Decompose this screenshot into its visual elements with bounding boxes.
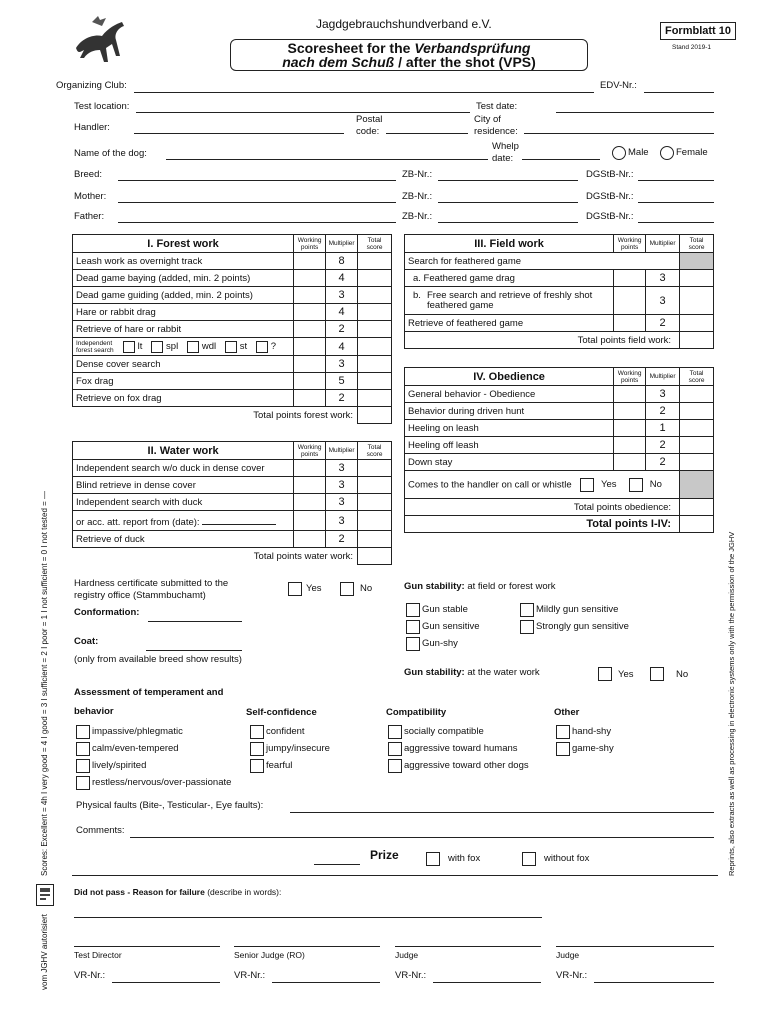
forest-points-cell[interactable]: [294, 321, 326, 338]
hardness-label: Hardness certificate submitted to the registry office (Stammbuchamt): [74, 578, 229, 601]
judge2-label: Judge: [556, 950, 580, 960]
forest-row-label: Leash work as overnight track: [73, 253, 294, 270]
scores-legend: Scores: Excellent = 4h I very good = 4 I good = 3 I sufficient = 2 I poor = 1 I not sufficient = 0 I not tested = —: [40, 490, 49, 876]
forest-score-cell[interactable]: [358, 338, 392, 356]
forest-points-cell[interactable]: [294, 390, 326, 407]
handler-field[interactable]: [134, 133, 344, 134]
strongly-sensitive-label: Strongly gun sensitive: [536, 621, 629, 632]
physical-faults-field[interactable]: [290, 812, 714, 813]
field-total-label: Total points field work:: [405, 332, 680, 349]
forest-row-label: Dead game baying (added, min. 2 points): [73, 270, 294, 287]
field-points-cell[interactable]: [614, 287, 646, 315]
judge1-label: Judge: [395, 950, 419, 960]
forest-row-label: Retrieve on fox drag: [73, 390, 294, 407]
aggressive-dogs-checkbox[interactable]: [388, 759, 402, 773]
independent-forest-search-row: [73, 338, 294, 356]
obedience-row-label: Behavior during driven hunt: [405, 403, 614, 420]
water-score-cell[interactable]: [358, 511, 392, 531]
authorized-label: vom JGHV autorisiert: [40, 913, 49, 990]
other-heading: Other: [554, 707, 580, 718]
water-report-row: [73, 511, 294, 531]
logo-dog-icon: [72, 14, 128, 66]
obedience-mult: 1: [646, 420, 680, 437]
obedience-total-header: Total score: [680, 368, 714, 386]
unknown-checkbox[interactable]: [256, 341, 268, 353]
mother-field[interactable]: [118, 202, 396, 203]
jghv-stamp-icon: [36, 884, 54, 906]
conformation-field[interactable]: [148, 621, 242, 622]
breed-field[interactable]: [118, 180, 396, 181]
self-confidence-heading: Self-confidence: [246, 707, 317, 718]
obedience-mult-header: Multiplier: [646, 368, 680, 386]
water-score-cell[interactable]: [358, 460, 392, 477]
report-date-field[interactable]: [202, 514, 276, 525]
coat-label: Coat:: [74, 636, 99, 647]
field-mult: 3: [646, 270, 680, 287]
mildly-sensitive-label: Mildly gun sensitive: [536, 604, 619, 615]
female-label: Female: [676, 147, 708, 158]
field-points-cell[interactable]: [614, 315, 646, 332]
field-score-cell[interactable]: [680, 287, 714, 315]
judge1-signature[interactable]: [395, 946, 541, 947]
field-points-cell[interactable]: [614, 270, 646, 287]
comes-label: Comes to the handler on call or whistle: [408, 479, 572, 491]
water-title: II. Water work: [73, 442, 294, 460]
forest-wp-header: Working points: [294, 235, 326, 253]
edv-label: EDV-Nr.:: [600, 80, 637, 91]
obedience-score-cell[interactable]: [680, 454, 714, 471]
test-director-label: Test Director: [74, 950, 122, 960]
obedience-title: IV. Obedience: [405, 368, 614, 386]
forest-mult: 3: [326, 287, 358, 304]
hardness-yes-checkbox[interactable]: [288, 582, 302, 596]
senior-judge-signature[interactable]: [234, 946, 380, 947]
forest-total-header: Total score: [358, 235, 392, 253]
hardness-no-checkbox[interactable]: [340, 582, 354, 596]
field-score-cell[interactable]: [680, 270, 714, 287]
reason-field[interactable]: [74, 917, 542, 918]
obedience-row-label: Heeling on leash: [405, 420, 614, 437]
test-director-vr-label: VR-Nr.:: [74, 970, 106, 981]
obedience-row-label: Down stay: [405, 454, 614, 471]
water-points-cell[interactable]: [294, 531, 326, 548]
game-shy-checkbox[interactable]: [556, 742, 570, 756]
aggressive-humans-label: aggressive toward humans: [404, 743, 518, 754]
unknown-label: ?: [270, 341, 277, 353]
comes-grey-cell: [680, 471, 714, 499]
obedience-score-cell[interactable]: [680, 420, 714, 437]
forest-score-cell[interactable]: [358, 253, 392, 270]
judge1-vr-label: VR-Nr.:: [395, 970, 427, 981]
breed-zb-label: ZB-Nr.:: [402, 169, 433, 180]
field-row-label: Search for feathered game: [405, 253, 680, 270]
breed-show-note: (only from available breed show results): [74, 654, 242, 665]
coat-field[interactable]: [146, 650, 242, 651]
grand-total-label: Total points I-IV:: [405, 516, 680, 533]
edv-field[interactable]: [644, 92, 714, 93]
title-2-italic: nach dem Schuß: [282, 54, 395, 70]
physical-faults-label: Physical faults (Bite-, Testicular-, Eye faults):: [76, 800, 264, 811]
organizing-club-label: Organizing Club:: [56, 80, 127, 91]
water-total-label: Total points water work:: [253, 550, 354, 562]
water-score-cell[interactable]: [358, 477, 392, 494]
field-row-label: a. Feathered game drag: [405, 270, 614, 287]
obedience-wp-header: Working points: [614, 368, 646, 386]
form-version: Stand 2019-1: [672, 44, 712, 51]
lively-label: lively/spirited: [92, 760, 147, 771]
whelp-date-field[interactable]: [522, 159, 600, 160]
field-title: III. Field work: [405, 235, 614, 253]
male-radio[interactable]: [612, 146, 626, 160]
obedience-row-label: General behavior - Obedience: [405, 386, 614, 403]
mildly-sensitive-checkbox[interactable]: [520, 603, 534, 617]
test-date-field[interactable]: [556, 112, 714, 113]
title-box: [230, 39, 588, 71]
gun-sensitive-checkbox[interactable]: [406, 620, 420, 634]
judge2-signature[interactable]: [556, 946, 714, 947]
comments-field[interactable]: [130, 837, 714, 838]
title-1: Scoresheet for the: [287, 40, 415, 56]
gun-shy-label: Gun-shy: [422, 638, 458, 649]
gun-stable-checkbox[interactable]: [406, 603, 420, 617]
obedience-mult: 2: [646, 437, 680, 454]
dog-name-label: Name of the dog:: [74, 148, 147, 159]
forest-score-cell[interactable]: [358, 270, 392, 287]
forest-points-cell[interactable]: [294, 287, 326, 304]
mother-dgstb-field[interactable]: [638, 202, 714, 203]
water-mult: 3: [326, 477, 358, 494]
water-mult: 3: [326, 494, 358, 511]
dog-name-field[interactable]: [166, 159, 488, 160]
water-score-cell[interactable]: [358, 531, 392, 548]
comes-no-label: No: [649, 479, 662, 491]
judge2-vr-label: VR-Nr.:: [556, 970, 588, 981]
calm-checkbox[interactable]: [76, 742, 90, 756]
water-row-label: Independent search w/o duck in dense cover: [73, 460, 294, 477]
father-zb-field[interactable]: [438, 222, 578, 223]
test-location-label: Test location:: [74, 101, 130, 112]
comes-to-handler-row: [405, 471, 680, 499]
obedience-points-cell[interactable]: [614, 454, 646, 471]
restless-checkbox[interactable]: [76, 776, 90, 790]
water-gun-no-label: No: [676, 669, 689, 680]
obedience-table: [404, 367, 714, 533]
test-director-vr-field[interactable]: [112, 982, 220, 983]
forest-score-cell[interactable]: [358, 356, 392, 373]
comes-no-checkbox[interactable]: [629, 478, 643, 492]
forest-mult: 4: [326, 270, 358, 287]
st-checkbox[interactable]: [225, 341, 237, 353]
forest-mult: 3: [326, 356, 358, 373]
with-fox-label: with fox: [448, 853, 481, 864]
water-total-header: Total score: [358, 442, 392, 460]
spl-checkbox[interactable]: [151, 341, 163, 353]
water-row-label: Independent search with duck: [73, 494, 294, 511]
spl-label: spl: [166, 341, 179, 353]
forest-row-label: Fox drag: [73, 373, 294, 390]
mother-zb-label: ZB-Nr.:: [402, 191, 433, 202]
temperament-heading: Assessment of temperament and: [74, 687, 224, 698]
male-label: Male: [628, 147, 649, 158]
title-2: / after the shot (VPS): [394, 54, 536, 70]
st-label: st: [239, 341, 248, 353]
father-dgstb-field[interactable]: [638, 222, 714, 223]
wdl-checkbox[interactable]: [187, 341, 199, 353]
forest-total-cell[interactable]: [358, 407, 392, 424]
forest-mult: 2: [326, 390, 358, 407]
water-points-cell[interactable]: [294, 494, 326, 511]
breed-dgstb-label: DGStB-Nr.:: [586, 169, 634, 180]
field-grey-cell: [680, 253, 714, 270]
conformation-label: Conformation:: [74, 607, 140, 618]
with-fox-checkbox[interactable]: [426, 852, 440, 866]
did-not-pass-line: Did not pass - Reason for failure (describe in words):: [74, 887, 282, 897]
mother-zb-field[interactable]: [438, 202, 578, 203]
organizing-club-field[interactable]: [134, 92, 594, 93]
forest-mult-header: Multiplier: [326, 235, 358, 253]
gun-shy-checkbox[interactable]: [406, 637, 420, 651]
water-gun-yes-label: Yes: [618, 669, 634, 680]
water-points-cell[interactable]: [294, 511, 326, 531]
field-mult: 3: [646, 287, 680, 315]
socially-compatible-checkbox[interactable]: [388, 725, 402, 739]
father-label: Father:: [74, 211, 105, 222]
breed-zb-field[interactable]: [438, 180, 578, 181]
judge2-vr-field[interactable]: [594, 982, 714, 983]
forest-mult: 5: [326, 373, 358, 390]
breed-label: Breed:: [74, 169, 102, 180]
section-divider: [72, 875, 718, 876]
field-work-table: [404, 234, 714, 349]
obedience-total-cell[interactable]: [680, 499, 714, 516]
field-score-cell[interactable]: [680, 315, 714, 332]
postal-code-field[interactable]: [386, 133, 468, 134]
title-1-italic: Verbandsprüfung: [414, 40, 531, 56]
reprint-notice: Reprints, also extracts as well as processing in electronic systems only with the permission of the JGHV: [727, 531, 736, 876]
field-wp-header: Working points: [614, 235, 646, 253]
forest-mult: 2: [326, 321, 358, 338]
water-row-label: or acc. att. report from (date):: [76, 516, 200, 528]
water-work-table: [72, 441, 392, 565]
forest-row-label: Dead game guiding (added, min. 2 points): [73, 287, 294, 304]
forest-score-cell[interactable]: [358, 373, 392, 390]
forest-score-cell[interactable]: [358, 390, 392, 407]
forest-row-label: Dense cover search: [73, 356, 294, 373]
association-name: Jagdgebrauchshundverband e.V.: [316, 17, 492, 31]
water-gun-yes-checkbox[interactable]: [598, 667, 612, 681]
forest-mult: 4: [326, 304, 358, 321]
water-mult-header: Multiplier: [326, 442, 358, 460]
father-field[interactable]: [118, 222, 396, 223]
impassive-checkbox[interactable]: [76, 725, 90, 739]
comments-label: Comments:: [76, 825, 125, 836]
field-row-label: Retrieve of feathered game: [405, 315, 614, 332]
hand-shy-label: hand-shy: [572, 726, 612, 737]
gun-sensitive-label: Gun sensitive: [422, 621, 480, 632]
obedience-score-cell[interactable]: [680, 386, 714, 403]
postal-code-label: Postal code:: [356, 114, 383, 137]
obedience-mult: 2: [646, 403, 680, 420]
water-row-label: Blind retrieve in dense cover: [73, 477, 294, 494]
aggressive-dogs-label: aggressive toward other dogs: [404, 760, 529, 771]
prize-field[interactable]: [314, 864, 360, 865]
prize-label: Prize: [370, 848, 399, 862]
water-row-label: Retrieve of duck: [73, 531, 294, 548]
water-mult: 2: [326, 531, 358, 548]
forest-row-label: Retrieve of hare or rabbit: [73, 321, 294, 338]
aggressive-humans-checkbox[interactable]: [388, 742, 402, 756]
grand-total-cell[interactable]: [680, 516, 714, 533]
compatibility-heading: Compatibility: [386, 707, 447, 718]
without-fox-label: without fox: [544, 853, 590, 864]
water-points-cell[interactable]: [294, 477, 326, 494]
obedience-points-cell[interactable]: [614, 420, 646, 437]
forest-points-cell[interactable]: [294, 270, 326, 287]
obedience-total-label: Total points obedience:: [405, 499, 680, 516]
water-mult: 3: [326, 511, 358, 531]
game-shy-label: game-shy: [572, 743, 614, 754]
female-radio[interactable]: [660, 146, 674, 160]
behavior-heading: behavior: [74, 706, 114, 717]
forest-score-cell[interactable]: [358, 287, 392, 304]
forest-total-label: Total points forest work:: [253, 409, 354, 421]
forest-work-table: [72, 234, 392, 424]
restless-label: restless/nervous/over-passionate: [92, 777, 232, 788]
obedience-mult: 2: [646, 454, 680, 471]
city-label: City of residence:: [474, 114, 518, 137]
handler-label: Handler:: [74, 122, 110, 133]
field-mult: 2: [646, 315, 680, 332]
mother-dgstb-label: DGStB-Nr.:: [586, 191, 634, 202]
city-field[interactable]: [524, 133, 714, 134]
forest-points-cell[interactable]: [294, 304, 326, 321]
form-number: Formblatt 10: [660, 22, 736, 40]
comes-yes-checkbox[interactable]: [580, 478, 594, 492]
forest-title: I. Forest work: [73, 235, 294, 253]
wdl-label: wdl: [201, 341, 217, 353]
senior-judge-vr-label: VR-Nr.:: [234, 970, 266, 981]
jumpy-checkbox[interactable]: [250, 742, 264, 756]
forest-points-cell[interactable]: [294, 253, 326, 270]
hardness-yes-label: Yes: [306, 583, 322, 594]
obedience-mult: 3: [646, 386, 680, 403]
lively-checkbox[interactable]: [76, 759, 90, 773]
obedience-points-cell[interactable]: [614, 403, 646, 420]
forest-score-cell[interactable]: [358, 304, 392, 321]
gun-stability-water: Gun stability: at the water work: [404, 667, 540, 678]
independent-forest-label: Independent forest search: [76, 339, 114, 354]
hardness-no-label: No: [360, 583, 373, 594]
gun-stable-label: Gun stable: [422, 604, 468, 615]
confident-checkbox[interactable]: [250, 725, 264, 739]
forest-mult: 4: [326, 338, 358, 356]
whelp-date-label: Whelp date:: [492, 141, 519, 164]
fearful-checkbox[interactable]: [250, 759, 264, 773]
lt-checkbox[interactable]: [123, 341, 135, 353]
judge1-vr-field[interactable]: [433, 982, 541, 983]
water-mult: 3: [326, 460, 358, 477]
forest-points-cell[interactable]: [294, 356, 326, 373]
without-fox-checkbox[interactable]: [522, 852, 536, 866]
water-gun-no-checkbox[interactable]: [650, 667, 664, 681]
obedience-score-cell[interactable]: [680, 437, 714, 454]
lt-label: lt: [137, 341, 143, 353]
confident-label: confident: [266, 726, 305, 737]
socially-compatible-label: socially compatible: [404, 726, 484, 737]
hand-shy-checkbox[interactable]: [556, 725, 570, 739]
test-date-label: Test date:: [476, 101, 518, 112]
water-points-cell[interactable]: [294, 460, 326, 477]
father-dgstb-label: DGStB-Nr.:: [586, 211, 634, 222]
calm-label: calm/even-tempered: [92, 743, 179, 754]
impassive-label: impassive/phlegmatic: [92, 726, 183, 737]
comes-yes-label: Yes: [600, 479, 617, 491]
obedience-points-cell[interactable]: [614, 386, 646, 403]
water-wp-header: Working points: [294, 442, 326, 460]
test-location-field[interactable]: [136, 112, 470, 113]
field-mult-header: Multiplier: [646, 235, 680, 253]
test-director-signature[interactable]: [74, 946, 220, 947]
jumpy-label: jumpy/insecure: [266, 743, 330, 754]
forest-row-label: Hare or rabbit drag: [73, 304, 294, 321]
water-total-cell[interactable]: [358, 548, 392, 565]
forest-points-cell[interactable]: [294, 373, 326, 390]
field-row-b-prefix: b.: [413, 289, 421, 301]
forest-mult: 8: [326, 253, 358, 270]
breed-dgstb-field[interactable]: [638, 180, 714, 181]
field-total-header: Total score: [680, 235, 714, 253]
obedience-points-cell[interactable]: [614, 437, 646, 454]
gun-stability-field: Gun stability: at field or forest work: [404, 581, 556, 592]
water-score-cell[interactable]: [358, 494, 392, 511]
fearful-label: fearful: [266, 760, 293, 771]
field-row-b: [405, 287, 614, 315]
strongly-sensitive-checkbox[interactable]: [520, 620, 534, 634]
obedience-row-label: Heeling off leash: [405, 437, 614, 454]
field-total-cell[interactable]: [680, 332, 714, 349]
mother-label: Mother:: [74, 191, 107, 202]
forest-points-cell[interactable]: [294, 338, 326, 356]
forest-score-cell[interactable]: [358, 321, 392, 338]
senior-judge-vr-field[interactable]: [272, 982, 380, 983]
father-zb-label: ZB-Nr.:: [402, 211, 433, 222]
field-row-label: Free search and retrieve of freshly shot feathered game: [427, 289, 593, 311]
senior-judge-label: Senior Judge (RO): [234, 950, 305, 960]
obedience-score-cell[interactable]: [680, 403, 714, 420]
